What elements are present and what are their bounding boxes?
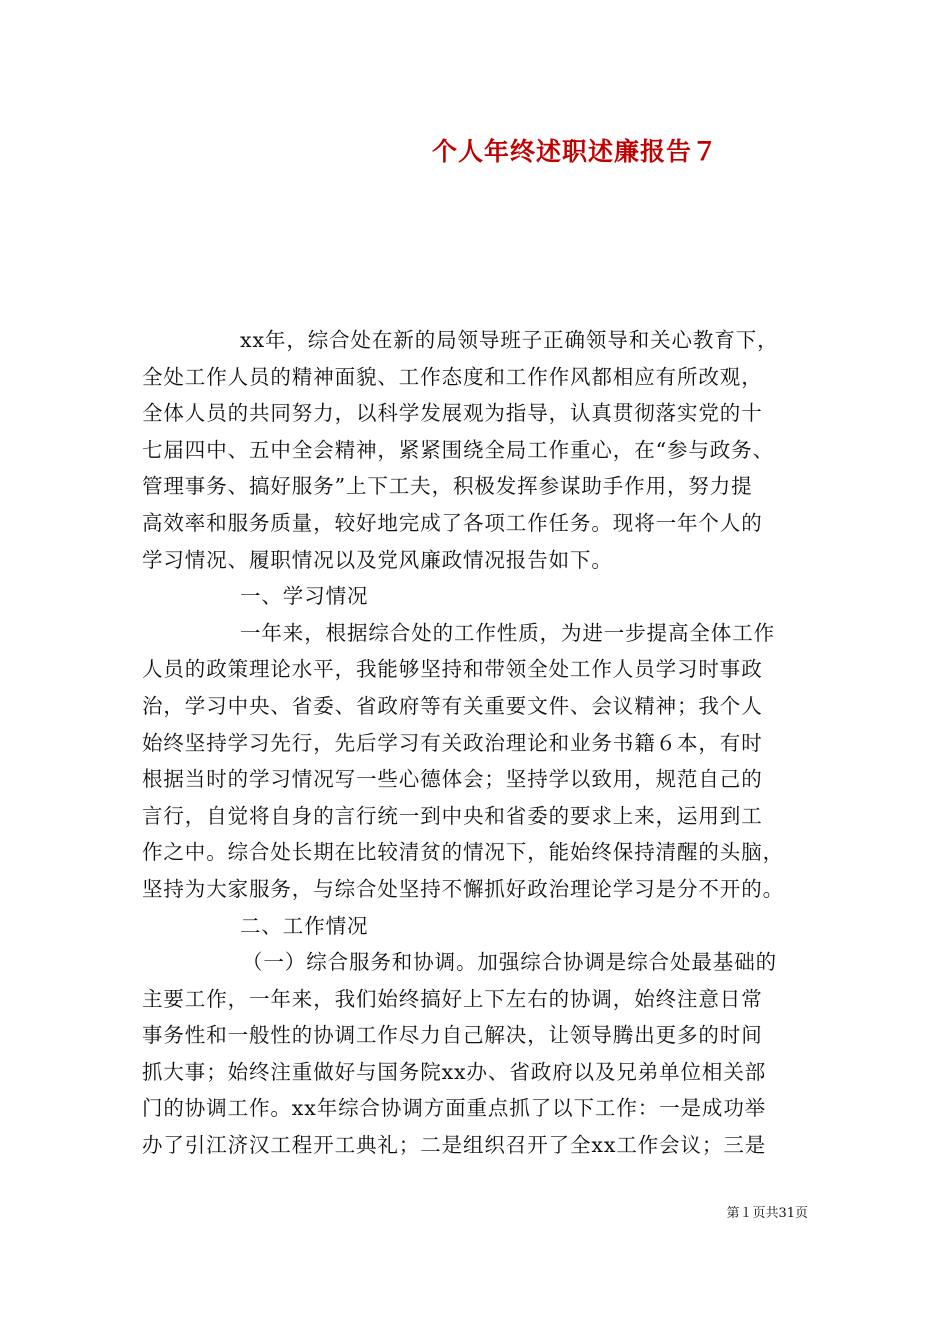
- text-line: 一年来，根据综合处的工作性质，为进一步提高全体工作: [240, 620, 775, 645]
- text-line: 坚持为大家服务，与综合处坚持不懈抓好政治理论学习是分不开的。: [142, 876, 784, 901]
- document-title: 个人年终述职述廉报告７: [431, 137, 718, 166]
- text-line: （一）综合服务和协调。加强综合协调是综合处最基础的: [242, 950, 777, 975]
- text-line: 始终坚持学习先行，先后学习有关政治理论和业务书籍６本，有时: [142, 730, 763, 755]
- document-body: [142, 322, 810, 1164]
- text-line: 事务性和一般性的协调工作尽力自己解决，让领导腾出更多的时间: [142, 1023, 763, 1048]
- text-line: 主要工作，一年来，我们始终搞好上下左右的协调，始终注意日常: [142, 986, 763, 1011]
- page-footer: 第１页共31页: [726, 1206, 808, 1221]
- text-line: 作之中。综合处长期在比较清贫的情况下，能始终保持清醒的头脑，: [142, 840, 784, 865]
- text-line: 言行，自觉将自身的言行统一到中央和省委的要求上来，运用到工: [142, 803, 763, 828]
- text-line: 一、学习情况: [240, 584, 369, 609]
- text-line: 办了引江济汉工程开工典礼；二是组织召开了全xx工作会议；三是: [142, 1133, 767, 1158]
- text-line: 学习情况、履职情况以及党风廉政情况报告如下。: [142, 547, 613, 572]
- text-line: 人员的政策理论水平，我能够坚持和带领全处工作人员学习时事政: [142, 657, 763, 682]
- text-line: 全体人员的共同努力，以科学发展观为指导，认真贯彻落实党的十: [142, 401, 763, 426]
- text-line: 根据当时的学习情况写一些心德体会；坚持学以致用，规范自己的: [142, 767, 763, 792]
- text-line: 二、工作情况: [240, 913, 369, 938]
- text-line: 治，学习中央、省委、省政府等有关重要文件、会议精神；我个人: [142, 693, 763, 718]
- text-line: xx年，综合处在新的局领导班子正确领导和关心教育下，: [240, 328, 779, 352]
- text-line: 抓大事；始终注重做好与国务院xx办、省政府以及兄弟单位相关部: [142, 1059, 767, 1084]
- text-line: 七届四中、五中全会精神，紧紧围绕全局工作重心，在“参与政务、: [142, 437, 774, 462]
- text-line: 全处工作人员的精神面貌、工作态度和工作作风都相应有所改观，: [142, 364, 763, 389]
- text-line: 管理事务、搞好服务”上下工夫，积极发挥参谋助手作用，努力提: [142, 474, 753, 499]
- text-line: 门的协调工作。xx年综合协调方面重点抓了以下工作：一是成功举: [142, 1096, 767, 1121]
- text-line: 高效率和服务质量，较好地完成了各项工作任务。现将一年个人的: [142, 510, 763, 535]
